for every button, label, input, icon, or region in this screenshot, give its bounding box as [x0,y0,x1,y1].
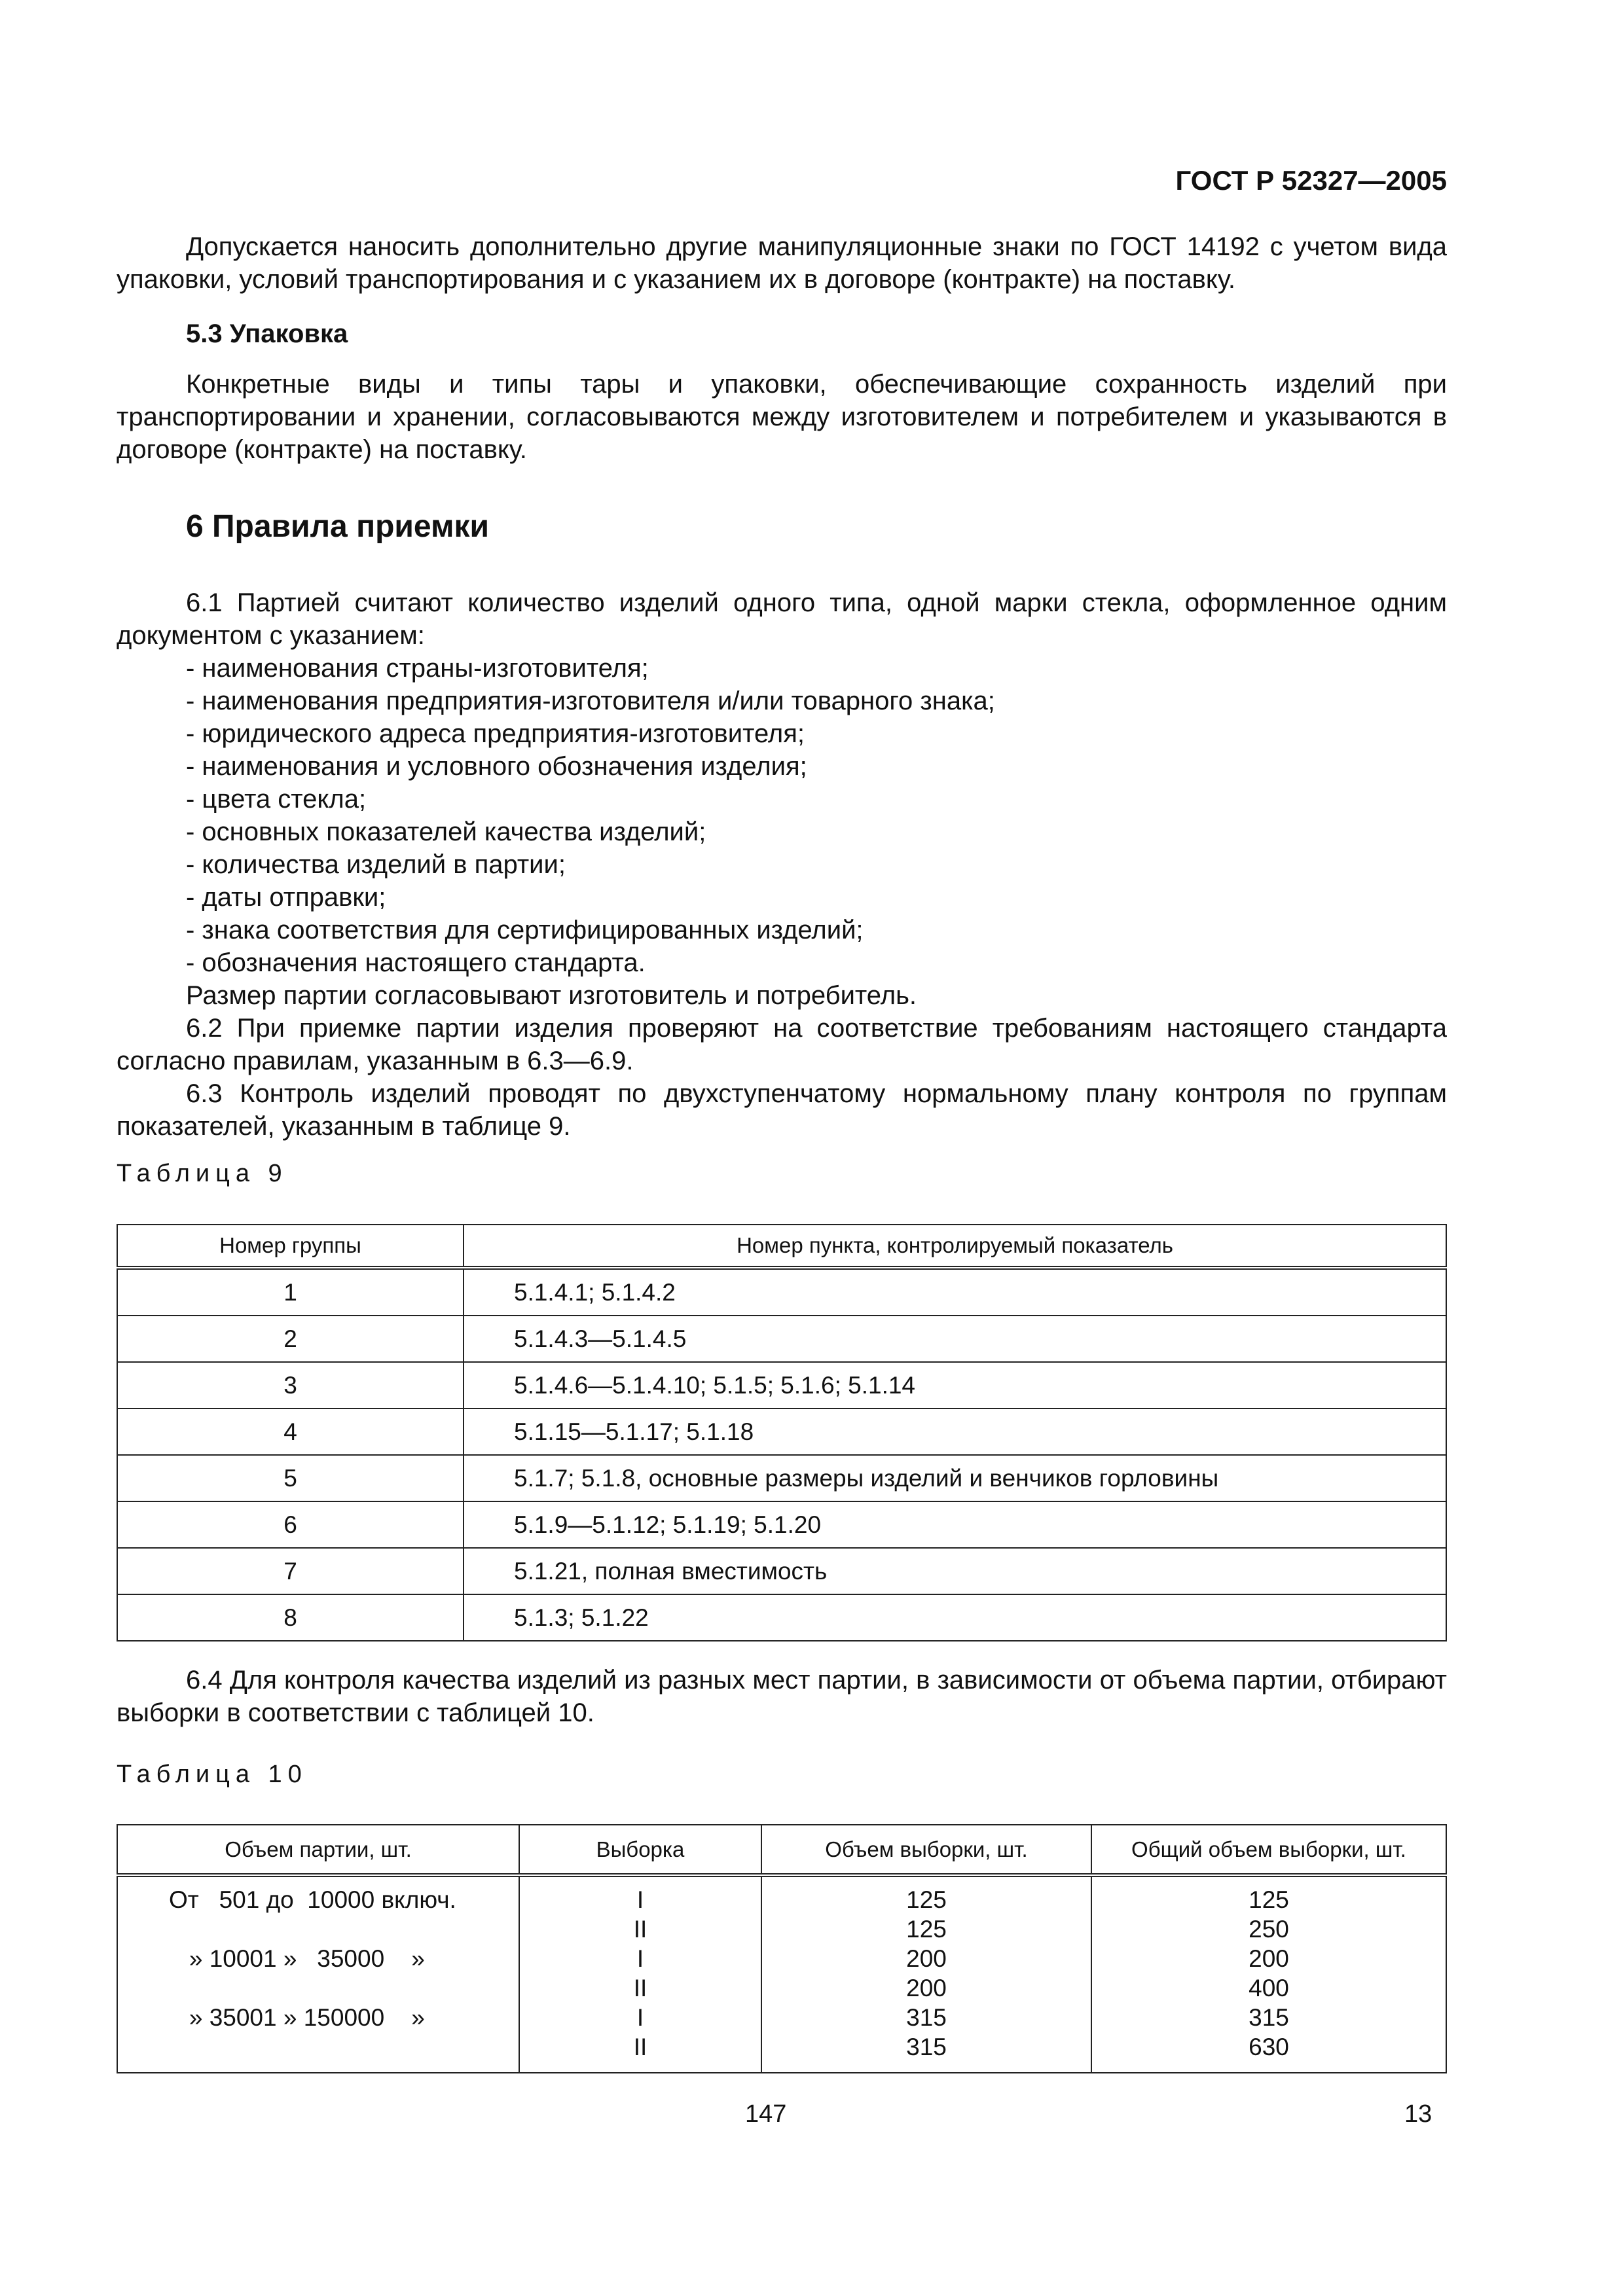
table-cell: 5.1.4.1; 5.1.4.2 [464,1268,1446,1316]
table-9 [117,1224,1447,1641]
table-row [117,1501,1446,1548]
column-header: Номер пункта, контролируемый показатель [464,1225,1446,1268]
table-cell: 5.1.3; 5.1.22 [464,1594,1446,1641]
total-volume-value: 200 [1249,1945,1289,1972]
sample-volume-value: 200 [906,1945,947,1972]
sample-volume-value: 125 [906,1886,947,1913]
sample-volume-value: 315 [906,2034,947,2060]
sample-value: I [636,2004,644,2031]
list-item: - обозначения настоящего стандарта. [186,948,646,977]
column-header: Объем партии, шт. [117,1825,519,1875]
list-item: - юридического адреса предприятия-изготовителя; [186,719,805,748]
table-cell: 4 [117,1408,464,1455]
section-5-3-title: 5.3 Упаковка [186,319,348,348]
intro-paragraph: Допускается наносить дополнительно другие манипуляционные знаки по ГОСТ 14192 с учетом вида упаковки, условий транспортирования и с указанием их в договоре (контракте) на поставку. [117,232,1447,294]
section-6-title: 6 Правила приемки [186,509,490,544]
table-row [117,1875,1446,2073]
party-size-text: Размер партии согласовывают изготовитель и потребитель. [186,981,917,1010]
table-cell: 5.1.4.3—5.1.4.5 [464,1316,1446,1362]
list-item: - даты отправки; [186,883,386,912]
sample-value: I [636,1886,644,1913]
sample-value: I [636,1945,644,1972]
table-cell: 2 [117,1316,464,1362]
paragraph-6-4: 6.4 Для контроля качества изделий из разных мест партии, в зависимости от объема партии, отбирают выборки в соответствии с таблицей 10. [117,1666,1447,1727]
total-volume-cell [1091,1875,1446,2073]
table-row [117,1594,1446,1641]
paragraph-6-3: 6.3 Контроль изделий проводят по двухступенчатому нормальному плану контроля по группам показателей, указанным в таблице 9. [117,1079,1447,1141]
table-row [117,1268,1446,1316]
table-cell: 5.1.9—5.1.12; 5.1.19; 5.1.20 [464,1501,1446,1548]
sample-volume-value: 125 [906,1916,947,1943]
sample-value: II [633,2034,647,2060]
total-volume-value: 630 [1249,2034,1289,2060]
column-header: Номер группы [117,1225,464,1268]
total-volume-value: 315 [1249,2004,1289,2031]
table-row [117,1316,1446,1362]
table-cell: 5 [117,1455,464,1501]
sample-cell [519,1875,761,2073]
sample-volume-cell [761,1875,1091,2073]
sample-value: II [633,1975,647,2001]
table-cell: 3 [117,1362,464,1408]
column-header: Общий объем выборки, шт. [1091,1825,1446,1875]
list-item: - наименования предприятия-изготовителя и/или товарного знака; [186,687,995,715]
party-volume-value: От 501 до 10000 включ. [169,1886,456,1913]
table-cell: 5.1.4.6—5.1.4.10; 5.1.5; 5.1.6; 5.1.14 [464,1362,1446,1408]
party-volume-value [169,2032,519,2062]
party-volume-value: » 10001 » 35000 » [169,1945,425,1972]
table-cell: 5.1.15—5.1.17; 5.1.18 [464,1408,1446,1455]
list-item: - знака соответствия для сертифицированных изделий; [186,916,864,944]
table-cell: 1 [117,1268,464,1316]
paragraph-6-1: 6.1 Партией считают количество изделий одного типа, одной марки стекла, оформленное одним документом с указанием: [117,588,1447,650]
table-cell: 6 [117,1501,464,1548]
table-header-row [117,1225,1446,1268]
table-cell: 8 [117,1594,464,1641]
table-10-caption: Таблица 10 [117,1761,308,1788]
table-row [117,1455,1446,1501]
standard-header: ГОСТ Р 52327—2005 [1175,165,1447,196]
page-number-right: 13 [1404,2100,1432,2128]
list-item: - наименования и условного обозначения изделия; [186,752,807,781]
column-header: Выборка [519,1825,761,1875]
section-5-3-text: Конкретные виды и типы тары и упаковки, обеспечивающие сохранность изделий при транспортировании и хранении, согласовываются между изготовителем и потребителем и указываются в договоре (контракте) на поставку. [117,370,1447,464]
party-volume-value: » 35001 » 150000 » [169,2004,425,2031]
table-header-row [117,1825,1446,1875]
paragraph-6-2: 6.2 При приемке партии изделия проверяют на соответствие требованиям настоящего стандарта согласно правилам, указанным в 6.3—6.9. [117,1014,1447,1075]
table-row [117,1548,1446,1594]
total-volume-value: 250 [1249,1916,1289,1943]
page-number-center: 147 [745,2100,787,2128]
table-10 [117,1824,1447,2073]
sample-volume-value: 315 [906,2004,947,2031]
table-row [117,1408,1446,1455]
party-volume-value [169,1973,519,2003]
list-item: - количества изделий в партии; [186,850,566,879]
list-item: - наименования страны-изготовителя; [186,654,649,683]
party-volume-value [169,1914,519,1944]
table-9-caption: Таблица 9 [117,1160,288,1187]
party-volume-cell [117,1875,519,2073]
total-volume-value: 125 [1249,1886,1289,1913]
table-row [117,1362,1446,1408]
table-cell: 7 [117,1548,464,1594]
list-item: - основных показателей качества изделий; [186,817,706,846]
column-header: Объем выборки, шт. [761,1825,1091,1875]
total-volume-value: 400 [1249,1975,1289,2001]
list-item: - цвета стекла; [186,785,367,814]
sample-volume-value: 200 [906,1975,947,2001]
table-cell: 5.1.7; 5.1.8, основные размеры изделий и венчиков горловины [464,1455,1446,1501]
table-cell: 5.1.21, полная вместимость [464,1548,1446,1594]
sample-value: II [633,1916,647,1943]
